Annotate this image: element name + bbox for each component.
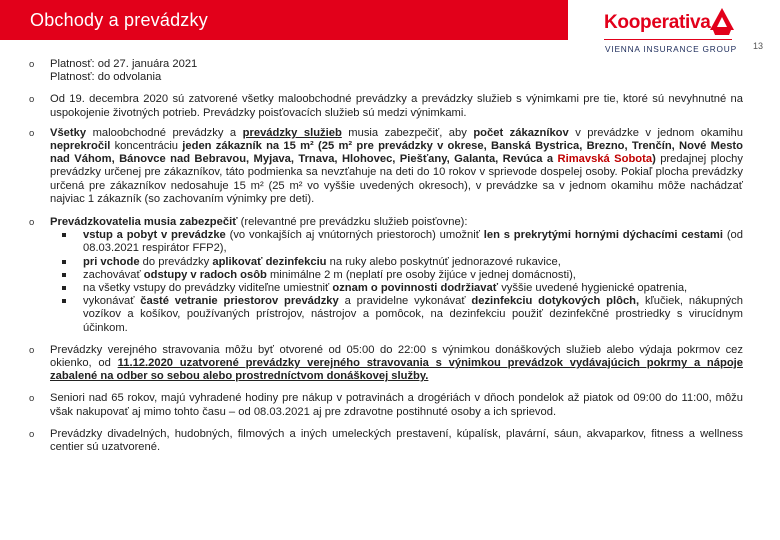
text-run: dezinfekciu dotykových plôch, — [471, 295, 640, 308]
list-item — [29, 93, 743, 119]
text-run: v prevádzke v jednom okamihu — [568, 126, 743, 139]
text-run: musia zabezpečiť, aby — [341, 126, 474, 139]
square-bullet-icon — [62, 286, 66, 290]
text-run: ) — [652, 153, 656, 166]
list-item — [29, 216, 743, 335]
page-title: Obchody a prevádzky — [30, 10, 208, 30]
text-run: minimálne 2 m (neplatí pre osoby žijúce v jednej domácnosti), — [266, 268, 576, 281]
list-item — [29, 127, 743, 206]
text-run: Prevádzky divadelných, hudobných, filmových a iných umeleckých prestavení, kúpalísk, plavární, sáun, akvaparkov, fitness a wellness centier sú uzatvorené. — [50, 427, 743, 454]
text-run: vstup a pobyt v prevádzke — [83, 229, 226, 242]
bullet-list — [29, 58, 743, 454]
square-bullet-icon — [62, 260, 66, 264]
sub-list-item — [60, 282, 743, 295]
text-run: Platnosť: do odvolania — [50, 71, 162, 84]
bullet-marker: o — [29, 344, 35, 356]
text-run: (relevantné pre prevádzku služieb poisťovne): — [237, 216, 468, 229]
text-run: zachovávať — [83, 268, 144, 281]
page-number: 13 — [753, 41, 764, 51]
bullet-marker: o — [29, 127, 35, 139]
text-run: (od 08.03.2021 respirátor FFP2), — [83, 229, 743, 255]
text-run: jeden zákazník na 15 m² (25 m² pre prevádzky v okrese, Banská Bystrica, Brezno, Trenčín, Nové Mesto nad Váhom, Bánovce nad Bebravou, Myjava, Trnava, Hlohovec, Piešťany, Galanta, Revúca a — [50, 140, 743, 166]
sub-list-item — [60, 229, 743, 255]
sub-list-item — [60, 295, 743, 335]
logo-triangle-icon — [710, 8, 734, 36]
text-run: maloobchodné prevádzky a — [86, 126, 243, 139]
text-run: pri vchode — [83, 255, 140, 268]
list-item — [29, 392, 743, 418]
logo-wordmark: Kooperativa — [604, 12, 711, 33]
text-run: Rimavská Sobota — [557, 153, 653, 166]
square-bullet-icon — [62, 273, 66, 277]
text-run: na ruky alebo poskytnúť jednorazové rukavice, — [326, 255, 561, 268]
text-run: neprekročil — [50, 140, 111, 153]
text-run: počet zákazníkov — [473, 126, 569, 139]
header-bar — [0, 0, 568, 40]
sub-list-item — [60, 269, 743, 282]
text-run: a pravidelne vykonávať — [338, 295, 472, 308]
text-run: koncentráciu — [110, 140, 183, 153]
list-item — [29, 344, 743, 384]
text-run: vykonávať — [83, 295, 141, 308]
text-run: Prevádzky verejného stravovania môžu byť otvorené od 05:00 do 22:00 s výnimkou donáškových služieb alebo výdaja pokrmov cez okienko, od — [50, 343, 743, 370]
text-run: oznam o povinnosti dodržiavať — [332, 282, 499, 295]
company-logo — [604, 8, 737, 54]
text-run: aplikovať dezinfekciu — [212, 255, 327, 268]
text-run: prevádzky služieb — [242, 126, 342, 139]
text-run: Seniori nad 65 rokov, majú vyhradené hodiny pre nákup v potravinách a drogériách v dňoch pondelok až piatok od 09:00 do 11:00, môžu však nakupovať aj mimo tohto času – od 08.03.2021 aj pre zdravotne postihnuté osoby a ich sprievod. — [50, 392, 743, 418]
list-item — [29, 428, 743, 454]
text-run: 11.12.2020 uzatvorené prevádzky verejného stravovania s výnimkou prevádzok vydávajúcich pokrmy a nápoje zabalené na odber so sebou alebo prostredníctvom donáškovej služby. — [50, 357, 743, 383]
bullet-marker: o — [29, 59, 35, 70]
square-bullet-icon — [62, 233, 66, 237]
list-item — [29, 58, 743, 84]
text-run: predajnej plochy prevádzky určenej pre zákazníkov, táto podmienka sa nevzťahuje na deti do 10 rokov v sprievode dospelej osoby. Pokiaľ plocha prevádzky určená pre zákazníkov nedosahuje 15 m² (25 m² vo vyššie uvedených okresoch), v prevádzke sa v jednom okamihu môže nachádzať najviac 1 zákazník (so zachovaním výnimky pre deti). — [50, 153, 743, 205]
text-run: Prevádzkovatelia musia zabezpečiť — [50, 216, 238, 229]
text-run: (vo vonkajších aj vnútorných priestoroch) umožniť — [225, 229, 484, 242]
text-run: časté vetranie priestorov prevádzky — [140, 295, 339, 308]
text-run: Od 19. decembra 2020 sú zatvorené všetky maloobchodné prevádzky a prevádzky služieb s výnimkami pre tie, ktoré sú nevyhnutné na uspokojenie životných potrieb. Prevádzky poisťovacích služieb sú medzi výnimkami. — [50, 93, 743, 119]
text-run: Platnosť: od 27. januára 2021 — [50, 58, 198, 70]
text-run: odstupy v radoch osôb — [143, 268, 267, 281]
logo-divider — [604, 39, 732, 40]
sub-list — [50, 229, 743, 335]
bullet-marker: o — [29, 428, 35, 440]
logo-tagline: VIENNA INSURANCE GROUP — [605, 44, 737, 54]
bullet-marker: o — [29, 94, 35, 106]
text-run: do prevádzky — [139, 255, 213, 268]
text-run: vyššie uvedené hygienické opatrenia, — [498, 282, 688, 295]
text-run: Všetky — [50, 126, 87, 139]
text-run: len s prekrytými hornými dýchacími cestami — [483, 229, 723, 242]
bullet-marker: o — [29, 393, 35, 405]
text-run: na všetky vstupy do prevádzky viditeľne umiestniť — [83, 282, 333, 295]
square-bullet-icon — [62, 299, 66, 303]
sub-list-item — [60, 256, 743, 269]
bullet-marker: o — [29, 217, 35, 229]
text-run: kľučiek, nákupných vozíkov a košíkov, používaných prístrojov, nástrojov a pomôcok, na dezinfekciu použiť dezinfekčné prostriedky s virucídnym účinkom. — [83, 295, 743, 334]
